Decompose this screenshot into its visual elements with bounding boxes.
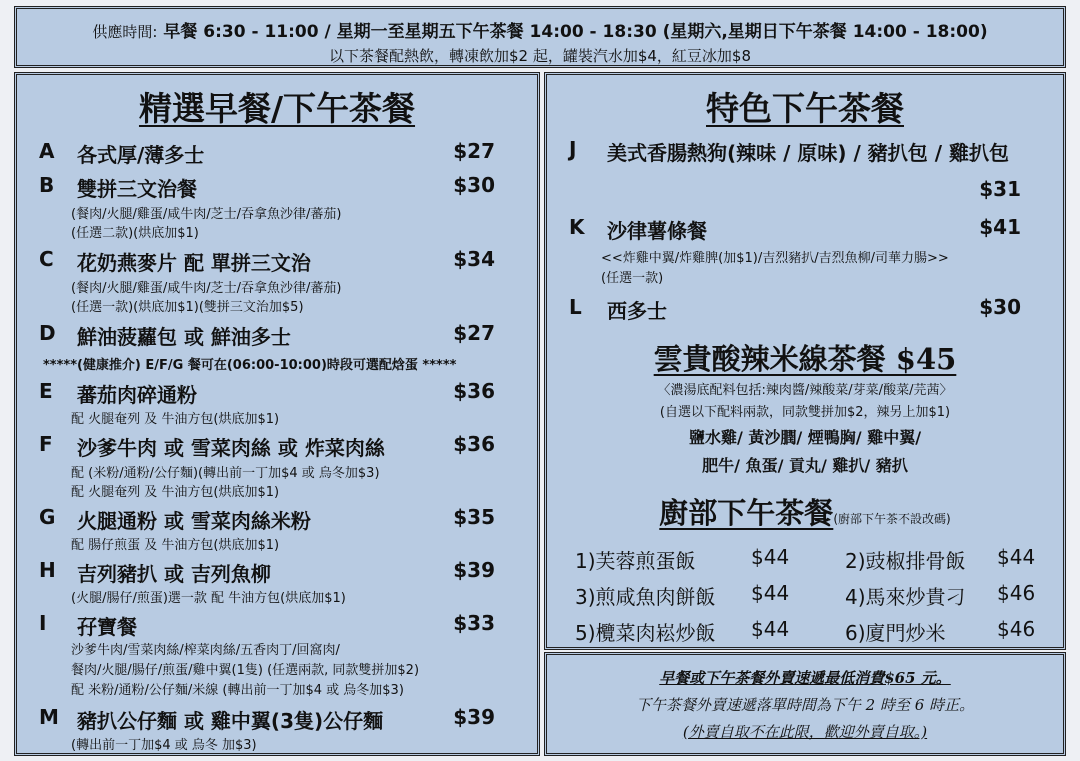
item-name: 各式厚/薄多士 bbox=[77, 143, 205, 167]
item-price: $30 bbox=[979, 295, 1021, 319]
delivery-time-line: 下午茶餐外賣速遞落單時間為下午 2 時至 6 時正。 bbox=[635, 696, 975, 714]
item-code: C bbox=[39, 247, 54, 271]
item-code: D bbox=[39, 321, 56, 345]
item-detail: 配 火腿奄列 及 牛油方包(烘底加$1) bbox=[71, 412, 280, 427]
item-name: 鮮油菠蘿包 或 鮮油多士 bbox=[77, 325, 291, 349]
noodle-set-title: 雲貴酸辣米線茶餐 $45 bbox=[653, 342, 957, 376]
item-price: $27 bbox=[453, 139, 495, 163]
item-detail: 沙爹牛肉/雪菜肉絲/榨菜肉絲/五香肉丁/回窩肉/ bbox=[71, 643, 340, 658]
item-detail: 配 腸仔煎蛋 及 牛油方包(烘底加$1) bbox=[71, 538, 280, 553]
item-detail: <<炸雞中翼/炸雞脾(加$1)/吉烈豬扒/吉烈魚柳/司華力腸>> bbox=[601, 251, 949, 266]
noodle-topping-options: 鹽水雞/ 黃沙膶/ 煙鴨胸/ 雞中翼/ bbox=[688, 428, 922, 447]
item-code: J bbox=[569, 137, 577, 161]
kitchen-item-price: $44 bbox=[751, 617, 790, 641]
kitchen-item-name: 2)豉椒排骨飯 bbox=[845, 549, 966, 573]
item-detail: (任選二款)(烘底加$1) bbox=[71, 226, 199, 241]
kitchen-tea-set-note: (廚部下午茶不設改碼) bbox=[833, 512, 951, 526]
item-detail: 配 (米粉/通粉/公仔麵)(轉出前一丁加$4 或 烏冬加$3) bbox=[71, 466, 380, 481]
item-price: $36 bbox=[453, 432, 495, 456]
item-price: $35 bbox=[453, 505, 495, 529]
kitchen-item-price: $44 bbox=[997, 545, 1036, 569]
item-code: B bbox=[39, 173, 55, 197]
item-code: H bbox=[39, 558, 56, 582]
kitchen-tea-set-heading bbox=[547, 491, 1063, 532]
item-detail: 配 米粉/通粉/公仔麵/米線 (轉出前一丁加$4 或 烏冬加$3) bbox=[71, 683, 404, 698]
noodle-topping-options: 肥牛/ 魚蛋/ 貢丸/ 雞扒/ 豬扒 bbox=[702, 456, 908, 475]
item-name: 西多士 bbox=[607, 299, 667, 323]
panel-title: 精選早餐/下午茶餐 bbox=[138, 89, 416, 128]
item-detail: (火腿/腸仔/煎蛋)選一款 配 牛油方包(烘底加$1) bbox=[71, 591, 346, 606]
kitchen-item-price: $44 bbox=[751, 545, 790, 569]
item-detail: (餐肉/火腿/雞蛋/咸牛肉/芝士/吞拿魚沙律/蕃茄) bbox=[71, 281, 342, 296]
item-price: $33 bbox=[453, 611, 495, 635]
service-hours-text: 早餐 6:30 - 11:00 / 星期一至星期五下午茶餐 14:00 - 18:30 (星期六,星期日下午茶餐 14:00 - 18:00) bbox=[163, 22, 988, 42]
kitchen-item-price: $46 bbox=[997, 617, 1036, 641]
item-price: $27 bbox=[453, 321, 495, 345]
item-price: $39 bbox=[453, 705, 495, 729]
kitchen-item-name: 6)廈門炒米 bbox=[845, 621, 946, 645]
kitchen-item-name: 3)煎咸魚肉餅飯 bbox=[575, 585, 716, 609]
item-price: $39 bbox=[453, 558, 495, 582]
item-code: E bbox=[39, 379, 53, 403]
item-code: A bbox=[39, 139, 55, 163]
self-pickup-line: (外賣自取不在此限，歡迎外賣自取。) bbox=[682, 723, 928, 741]
item-detail: (任選一款)(烘底加$1)(雙拼三文治加$5) bbox=[71, 300, 304, 315]
item-name: 美式香腸熱狗(辣味 / 原味) / 豬扒包 / 雞扒包 bbox=[607, 141, 1009, 165]
item-name: 孖寶餐 bbox=[77, 615, 137, 639]
service-hours-label: 供應時間: bbox=[92, 23, 158, 41]
item-code: F bbox=[39, 432, 53, 456]
item-code: I bbox=[39, 611, 47, 635]
kitchen-item-name: 5)欖菜肉崧炒飯 bbox=[575, 621, 716, 645]
item-code: L bbox=[569, 295, 582, 319]
noodle-set-detail: 〈濃湯底配料包括:辣肉醬/辣酸菜/芽菜/酸菜/芫茜〉 bbox=[657, 383, 953, 398]
kitchen-item-price: $46 bbox=[997, 581, 1036, 605]
noodle-set-detail: (自選以下配料兩款，同款雙拼加$2，辣另上加$1) bbox=[659, 405, 951, 420]
delivery-minimum-line: 早餐或下午茶餐外賣速遞最低消費$65 元。 bbox=[659, 669, 951, 687]
item-code: M bbox=[39, 705, 59, 729]
item-detail: (轉出前一丁加$4 或 烏冬 加$3) bbox=[71, 738, 257, 753]
service-hours-banner bbox=[14, 6, 1066, 68]
drink-surcharge-line: 以下茶餐配熱飲，轉凍飲加$2 起，罐裝汽水加$4，紅豆冰加$8 bbox=[328, 47, 752, 65]
item-detail: 餐肉/火腿/腸仔/煎蛋/雞中翼(1隻) (任選兩款, 同款雙拼加$2) bbox=[71, 663, 420, 678]
item-name: 火腿通粉 或 雪菜肉絲米粉 bbox=[77, 509, 311, 533]
item-detail: (餐肉/火腿/雞蛋/咸牛肉/芝士/吞拿魚沙律/蕃茄) bbox=[71, 207, 342, 222]
healthy-recommendation-note: *****(健康推介) E/F/G 餐可在(06:00-10:00)時段可選配焓蛋 ***** bbox=[43, 358, 457, 373]
item-name: 吉列豬扒 或 吉列魚柳 bbox=[77, 562, 271, 586]
item-detail: (任選一款) bbox=[601, 271, 664, 286]
delivery-info-panel bbox=[544, 652, 1066, 756]
panel-title: 特色下午茶餐 bbox=[706, 89, 904, 128]
item-price: $41 bbox=[979, 215, 1021, 239]
item-code: K bbox=[569, 215, 585, 239]
item-detail: 配 火腿奄列 及 牛油方包(烘底加$1) bbox=[71, 485, 280, 500]
breakfast-tea-set-panel bbox=[14, 72, 540, 756]
kitchen-item-name: 1)芙蓉煎蛋飯 bbox=[575, 549, 696, 573]
item-name: 雙拼三文治餐 bbox=[77, 177, 197, 201]
item-code: G bbox=[39, 505, 56, 529]
special-tea-set-panel bbox=[544, 72, 1066, 650]
item-name: 蕃茄肉碎通粉 bbox=[77, 383, 197, 407]
service-hours-line bbox=[17, 17, 1063, 42]
kitchen-item-name: 4)馬來炒貴刁 bbox=[845, 585, 966, 609]
item-name: 沙律薯條餐 bbox=[607, 219, 707, 243]
item-name: 沙爹牛肉 或 雪菜肉絲 或 炸菜肉絲 bbox=[77, 436, 385, 460]
item-price: $31 bbox=[979, 177, 1021, 201]
item-name: 花奶燕麥片 配 單拼三文治 bbox=[77, 251, 311, 275]
item-price: $30 bbox=[453, 173, 495, 197]
item-price: $34 bbox=[453, 247, 495, 271]
item-name: 豬扒公仔麵 或 雞中翼(3隻)公仔麵 bbox=[77, 709, 384, 733]
kitchen-tea-set-title: 廚部下午茶餐 bbox=[659, 496, 834, 530]
kitchen-item-price: $44 bbox=[751, 581, 790, 605]
item-price: $36 bbox=[453, 379, 495, 403]
